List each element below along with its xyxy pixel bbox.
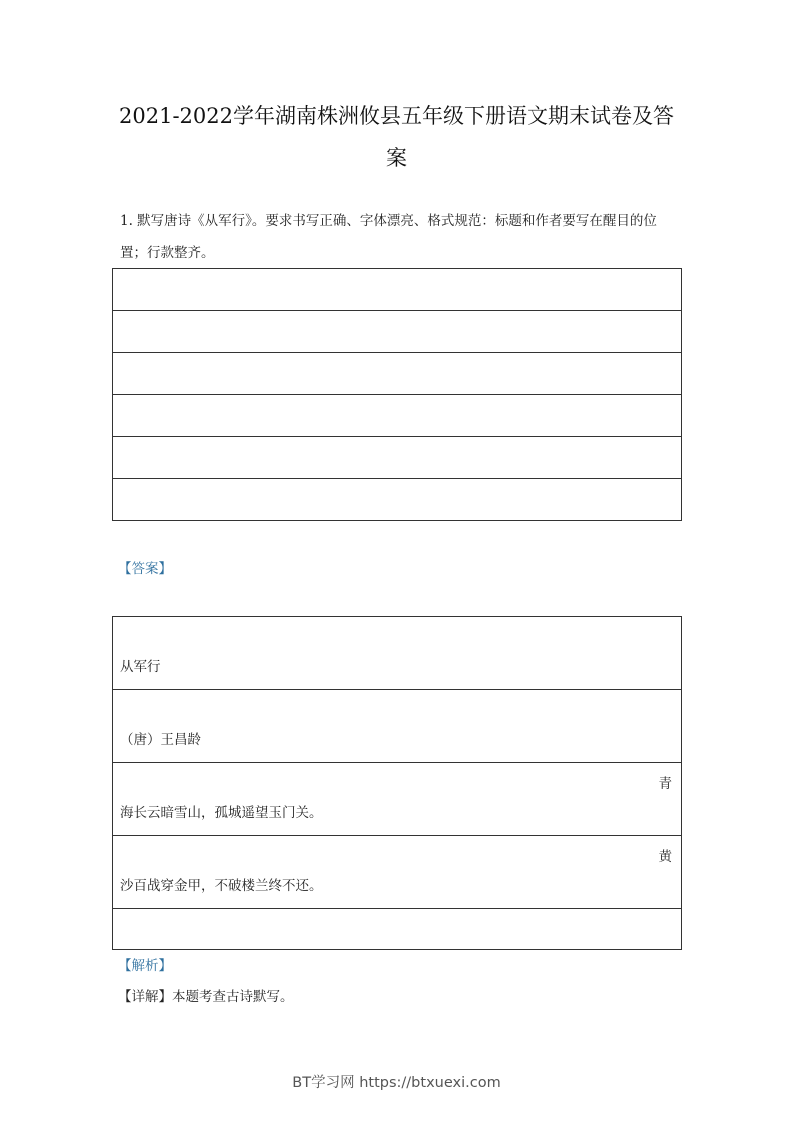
- blank-cell: [113, 269, 682, 311]
- answer-poem-author: （唐）王昌龄: [120, 732, 201, 748]
- answer-cell: [113, 690, 682, 763]
- blank-cell: [113, 479, 682, 521]
- blank-cell: [113, 353, 682, 395]
- answer-poem-title: 从军行: [120, 659, 161, 675]
- answer-table: [112, 616, 682, 950]
- answer-cell: [113, 763, 682, 836]
- blank-row: [113, 479, 682, 521]
- answer-row: [113, 617, 682, 690]
- question-1-text-line-2: 置；行款整齐。: [120, 245, 215, 261]
- document-title-line-2: 案: [386, 146, 407, 170]
- blank-row: [113, 269, 682, 311]
- blank-row: [113, 311, 682, 353]
- answer-poem-line-2: 沙百战穿金甲，不破楼兰终不还。: [120, 878, 323, 894]
- blank-row: [113, 437, 682, 479]
- blank-writing-table: [112, 268, 682, 521]
- answer-cell-right-char: 青: [658, 776, 672, 792]
- answer-cell: [113, 836, 682, 909]
- analysis-label: 【解析】: [118, 958, 172, 974]
- answer-cell: [113, 909, 682, 950]
- question-1-text-line-1: 1. 默写唐诗《从军行》。要求书写正确、字体漂亮、格式规范：标题和作者要写在醒目的位: [120, 213, 657, 229]
- answer-cell: [113, 617, 682, 690]
- document-title-line-1: 2021-2022学年湖南株洲攸县五年级下册语文期末试卷及答: [119, 104, 674, 128]
- answer-row: [113, 836, 682, 909]
- answer-poem-line-1: 海长云暗雪山，孤城遥望玉门关。: [120, 805, 323, 821]
- blank-row: [113, 353, 682, 395]
- answer-cell-right-char: 黄: [658, 849, 672, 865]
- blank-cell: [113, 437, 682, 479]
- answer-row: [113, 763, 682, 836]
- answer-label: 【答案】: [118, 561, 172, 577]
- blank-row: [113, 395, 682, 437]
- answer-row: [113, 909, 682, 950]
- answer-row: [113, 690, 682, 763]
- blank-cell: [113, 311, 682, 353]
- footer-website: BT学习网 https://btxuexi.com: [292, 1075, 501, 1091]
- analysis-detail: 【详解】本题考查古诗默写。: [118, 989, 294, 1005]
- blank-cell: [113, 395, 682, 437]
